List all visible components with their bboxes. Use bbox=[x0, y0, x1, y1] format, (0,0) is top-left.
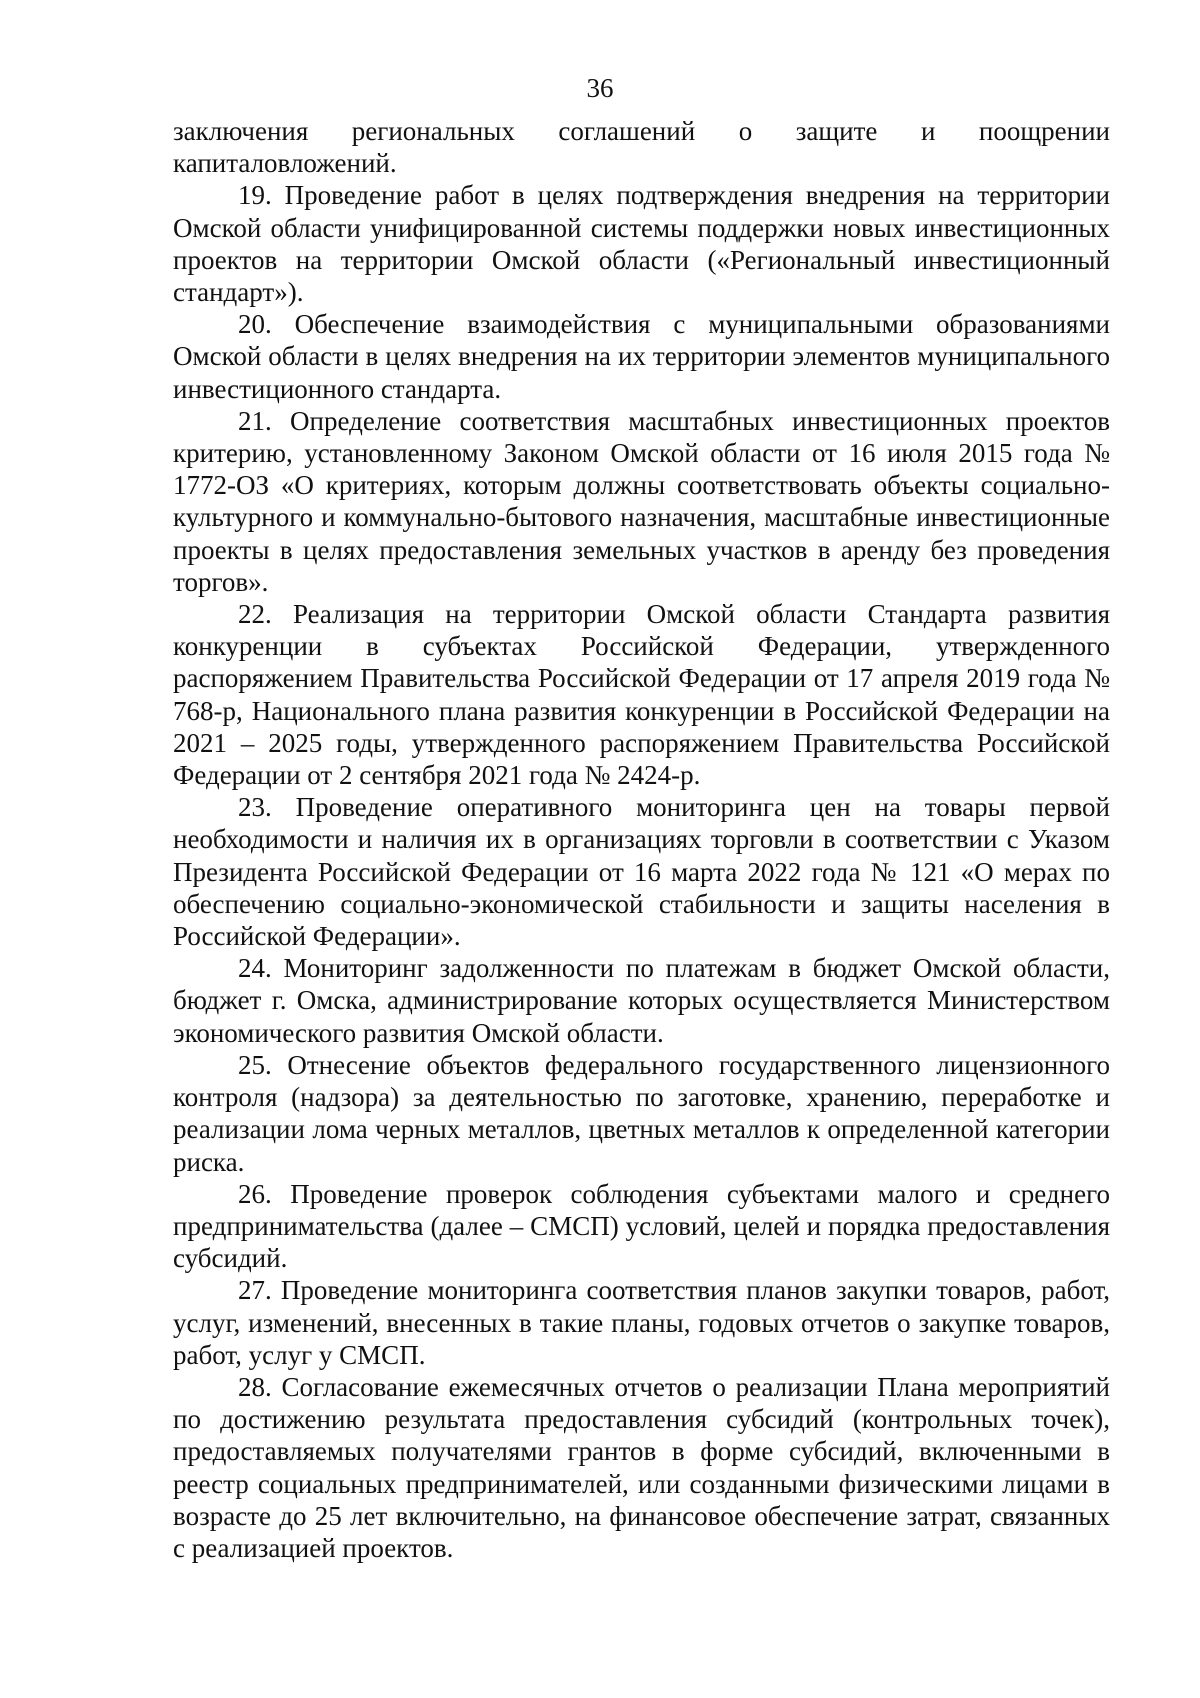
paragraph-item-28: 28. Согласование ежемесячных отчетов о реализации Плана мероприятий по достижению результата предоставления субсидий (контрольных точек), предоставляемых получателями грантов в форме субсидий, включенными в реестр социальных предпринимателей, или созданными физическими лицами в возрасте до 25 лет включительно, на финансовое обеспечение затрат, связанных с реализацией проектов. bbox=[173, 1371, 1110, 1563]
paragraph-item-25: 25. Отнесение объектов федерального государственного лицензионного контроля (надзора) за деятельностью по заготовке, хранению, переработке и реализации лома черных металлов, цветных металлов к определенной категории риска. bbox=[173, 1049, 1110, 1177]
paragraph-item-23: 23. Проведение оперативного мониторинга цен на товары первой необходимости и наличия их в организациях торговли в соответствии с Указом Президента Российской Федерации от 16 марта 2022 года № 121 «О мерах по обеспечению социально-экономической стабильности и защиты населения в Российской Федерации». bbox=[173, 792, 1110, 952]
paragraph-item-26: 26. Проведение проверок соблюдения субъектами малого и среднего предпринимательства (далее – СМСП) условий, целей и порядка предоставления субсидий. bbox=[173, 1178, 1110, 1274]
paragraph-item-20: 20. Обеспечение взаимодействия с муниципальными образованиями Омской области в целях внедрения на их территории элементов муниципального инвестиционного стандарта. bbox=[173, 309, 1110, 404]
paragraph-item-22: 22. Реализация на территории Омской области Стандарта развития конкуренции в субъектах Российской Федерации, утвержденного распоряжением Правительства Российской Федерации от 17 апреля 2019 года № 768-р, Национального плана развития конкуренции в Российской Федерации на 2021 – 2025 годы, утвержденного распоряжением Правительства Российской Федерации от 2 сентября 2021 года № 2424-р. bbox=[173, 599, 1110, 791]
paragraph-item-19: 19. Проведение работ в целях подтверждения внедрения на территории Омской области унифицированной системы поддержки новых инвестиционных проектов на территории Омской области («Региональный инвестиционный стандарт»). bbox=[173, 180, 1110, 308]
paragraph-item-21: 21. Определение соответствия масштабных инвестиционных проектов критерию, установленному Законом Омской области от 16 июля 2015 года № 1772-ОЗ «О критериях, которым должны соответствовать объекты социально-культурного и коммунально-бытового назначения, масштабные инвестиционные проекты в целях предоставления земельных участков в аренду без проведения торгов». bbox=[173, 405, 1110, 597]
paragraph-item-24: 24. Мониторинг задолженности по платежам в бюджет Омской области, бюджет г. Омска, администрирование которых осуществляется Министерством экономического развития Омской области. bbox=[173, 953, 1110, 1048]
paragraph-item-27: 27. Проведение мониторинга соответствия планов закупки товаров, работ, услуг, изменений, внесенных в такие планы, годовых отчетов о закупке товаров, работ, услуг у СМСП. bbox=[173, 1275, 1110, 1370]
page-number: 36 bbox=[586, 73, 614, 103]
document-body bbox=[173, 115, 1110, 1564]
paragraph-continuation: заключения региональных соглашений о защите и поощрении капиталовложений. bbox=[173, 116, 1110, 179]
